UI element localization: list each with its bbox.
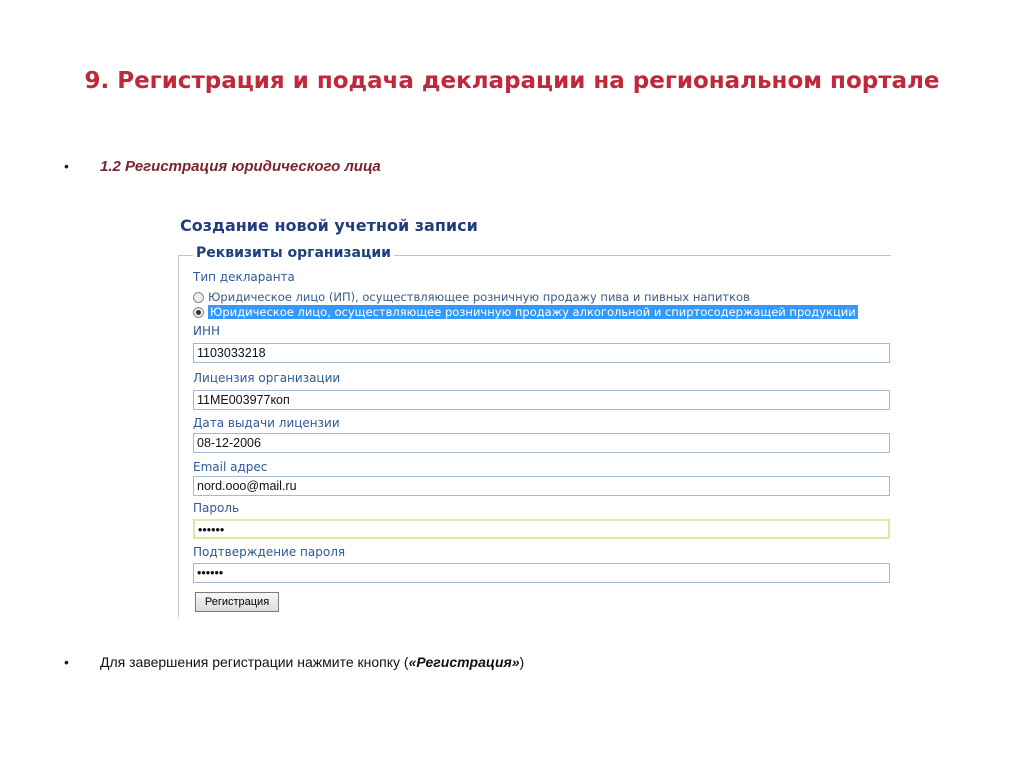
declarant-type-label: Тип декларанта [193, 270, 295, 284]
password-confirm-label: Подтверждение пароля [193, 545, 346, 559]
inn-label: ИНН [193, 324, 221, 338]
slide-title: 9. Регистрация и подача декларации на региональном портале [84, 68, 940, 94]
footer-prefix: Для завершения регистрации нажмите кнопку ( [100, 654, 409, 670]
footer-suffix: ) [519, 654, 525, 670]
license-label: Лицензия организации [193, 371, 341, 385]
password-confirm-input[interactable]: •••••• [193, 563, 890, 583]
radio-option-label: Юридическое лицо (ИП), осуществляющее розничную продажу пива и пивных напитков [208, 290, 750, 304]
password-label: Пароль [193, 501, 240, 515]
password-input[interactable]: •••••• [193, 519, 890, 539]
radio-option-alcohol[interactable] [193, 305, 858, 319]
radio-checked-icon[interactable] [193, 307, 204, 318]
form-heading: Создание новой учетной записи [180, 216, 478, 235]
radio-unchecked-icon[interactable] [193, 292, 204, 303]
inn-input[interactable]: 1103033218 [193, 343, 890, 363]
license-input[interactable]: 11МЕ003977коп [193, 390, 890, 410]
slide-subtitle: 1.2 Регистрация юридического лица [100, 158, 381, 175]
register-button[interactable]: Регистрация [195, 592, 279, 612]
email-label: Email адрес [193, 460, 268, 474]
radio-option-label: Юридическое лицо, осуществляющее розничную продажу алкогольной и спиртосодержащей продукции [210, 305, 856, 319]
license-date-label: Дата выдачи лицензии [193, 416, 340, 430]
radio-option-beer[interactable] [193, 290, 750, 304]
footer-bold: «Регистрация» [408, 654, 520, 670]
footer-instruction [100, 654, 524, 670]
bullet-icon: • [64, 654, 69, 670]
bullet-icon: • [64, 158, 69, 174]
fieldset-legend: Реквизиты организации [193, 245, 394, 261]
registration-form-screenshot [176, 208, 892, 616]
license-date-input[interactable]: 08-12-2006 [193, 433, 890, 453]
email-input[interactable]: nord.ооо@mail.ru [193, 476, 890, 496]
